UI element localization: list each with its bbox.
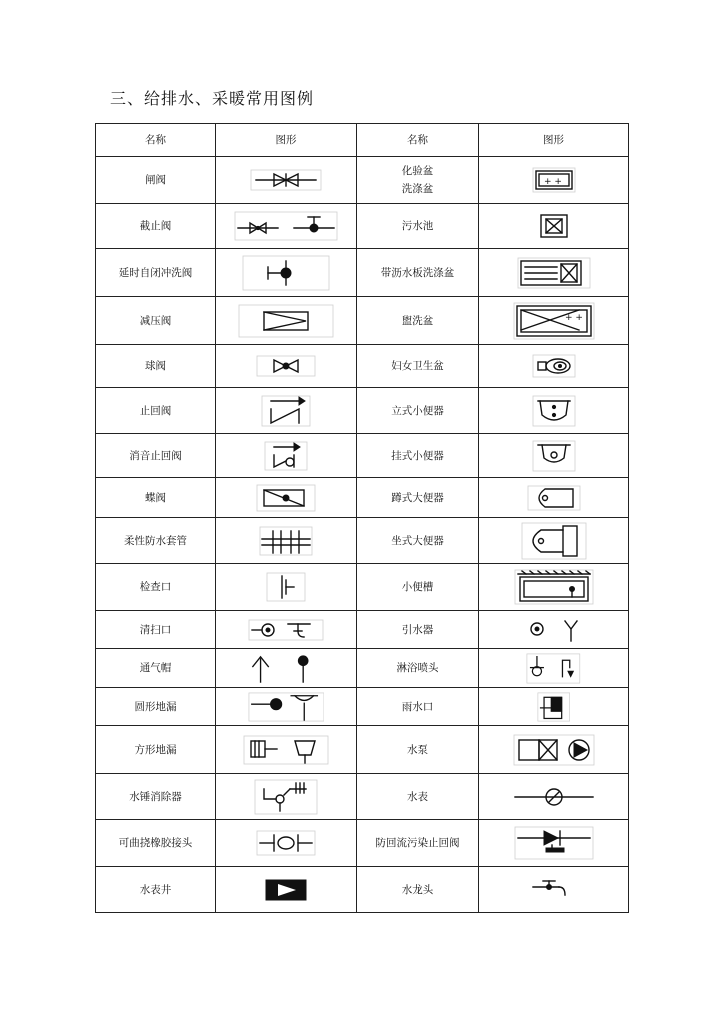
symbol-name <box>357 774 479 820</box>
ball-valve-icon <box>216 345 357 388</box>
symbol-name: 消音止回阀 <box>96 434 216 478</box>
symbol-name <box>357 478 479 518</box>
symbol-name-line: 水泵 <box>407 743 428 756</box>
table-row <box>96 434 629 478</box>
symbol-name <box>357 249 479 297</box>
water-diverter-icon <box>479 611 629 649</box>
symbol-name <box>357 564 479 611</box>
symbol-name <box>357 204 479 249</box>
symbol-name-line: 坐式大便器 <box>391 534 444 547</box>
symbol-name <box>357 867 479 913</box>
water-pump-icon <box>479 726 629 774</box>
washbasin-trough-icon <box>479 297 629 345</box>
header-figure-right: 图形 <box>479 124 629 157</box>
symbol-name: 截止阀 <box>96 204 216 249</box>
cleanout-icon <box>216 611 357 649</box>
symbol-name: 延时自闭冲洗阀 <box>96 249 216 297</box>
symbol-name <box>357 649 479 688</box>
symbol-name-line: 立式小便器 <box>391 404 444 417</box>
table-row <box>96 297 629 345</box>
header-name-left: 名称 <box>96 124 216 157</box>
symbol-name: 球阀 <box>96 345 216 388</box>
silent-check-valve-icon <box>216 434 357 478</box>
table-row <box>96 157 629 204</box>
symbol-name <box>357 388 479 434</box>
faucet-icon <box>479 867 629 913</box>
table-row <box>96 249 629 297</box>
squat-toilet-icon <box>479 478 629 518</box>
urinal-trough-icon <box>479 564 629 611</box>
table-row <box>96 345 629 388</box>
symbol-name: 清扫口 <box>96 611 216 649</box>
table-row <box>96 611 629 649</box>
check-valve-icon <box>216 388 357 434</box>
symbol-name-line: 引水器 <box>401 623 434 636</box>
sink-with-drainboard-icon <box>479 249 629 297</box>
symbol-name: 方形地漏 <box>96 726 216 774</box>
vent-cap-icon <box>216 649 357 688</box>
symbol-name <box>357 345 479 388</box>
symbol-name: 通气帽 <box>96 649 216 688</box>
symbol-name: 水锤消除器 <box>96 774 216 820</box>
table-row <box>96 688 629 726</box>
shower-head-icon <box>479 649 629 688</box>
symbol-name-line: 化验盆 <box>401 165 434 177</box>
pressure-reducing-valve-icon <box>216 297 357 345</box>
wall-urinal-icon <box>479 434 629 478</box>
symbol-name <box>357 518 479 564</box>
symbol-name <box>357 297 479 345</box>
symbol-name-line: 水表 <box>407 790 428 803</box>
delay-flush-valve-icon <box>216 249 357 297</box>
header-figure-left: 图形 <box>216 124 357 157</box>
table-row <box>96 518 629 564</box>
page-title: 三、给排水、采暖常用图例 <box>110 89 315 108</box>
table-row <box>96 204 629 249</box>
round-floor-drain-icon <box>216 688 357 726</box>
table-row <box>96 388 629 434</box>
symbol-name: 闸阀 <box>96 157 216 204</box>
symbol-name: 水表井 <box>96 867 216 913</box>
water-hammer-arrester-icon <box>216 774 357 820</box>
table-row <box>96 726 629 774</box>
water-meter-icon <box>479 774 629 820</box>
symbol-name-line: 洗涤盆 <box>401 183 434 195</box>
standing-urinal-icon <box>479 388 629 434</box>
table-row <box>96 478 629 518</box>
table-row <box>96 649 629 688</box>
gate-valve-icon <box>216 157 357 204</box>
symbol-name-line: 盥洗盆 <box>401 314 434 327</box>
symbol-name <box>357 726 479 774</box>
symbol-name-line: 小便槽 <box>401 581 434 593</box>
legend-table <box>95 123 629 913</box>
square-floor-drain-icon <box>216 726 357 774</box>
sewage-basin-icon <box>479 204 629 249</box>
rainwater-inlet-icon <box>479 688 629 726</box>
symbol-name: 减压阀 <box>96 297 216 345</box>
table-row <box>96 774 629 820</box>
symbol-name <box>357 157 479 204</box>
table-row <box>96 820 629 867</box>
table-row <box>96 867 629 913</box>
symbol-name: 柔性防水套管 <box>96 518 216 564</box>
globe-valve-icon <box>216 204 357 249</box>
symbol-name <box>357 434 479 478</box>
symbol-name: 止回阀 <box>96 388 216 434</box>
flexible-waterproof-sleeve-icon <box>216 518 357 564</box>
lab-sink-icon <box>479 157 629 204</box>
sitting-toilet-icon <box>479 518 629 564</box>
header-row <box>96 124 629 157</box>
symbol-name-line: 蹲式大便器 <box>391 491 444 504</box>
symbol-name-line: 带沥水板洗涤盆 <box>380 266 455 279</box>
svg-text:+ +: + + <box>564 312 583 323</box>
butterfly-valve-icon <box>216 478 357 518</box>
symbol-name-line: 挂式小便器 <box>391 449 444 462</box>
inspection-port-icon <box>216 564 357 611</box>
symbol-name <box>357 688 479 726</box>
flexible-rubber-joint-icon <box>216 820 357 867</box>
symbol-name: 蝶阀 <box>96 478 216 518</box>
symbol-name <box>357 820 479 867</box>
symbol-name: 检查口 <box>96 564 216 611</box>
table-row <box>96 564 629 611</box>
backflow-preventer-icon <box>479 820 629 867</box>
symbol-name-line: 雨水口 <box>401 700 434 713</box>
header-name-right: 名称 <box>357 124 479 157</box>
water-meter-well-icon <box>216 867 357 913</box>
symbol-name-line: 污水池 <box>401 220 434 232</box>
symbol-name-line: 淋浴喷头 <box>396 662 439 674</box>
bidet-icon <box>479 345 629 388</box>
svg-text:+ +: + + <box>543 177 562 187</box>
symbol-name: 可曲挠橡胶接头 <box>96 820 216 867</box>
symbol-name-line: 水龙头 <box>401 883 434 896</box>
symbol-name-line: 防回流污染止回阀 <box>375 837 460 849</box>
symbol-name-line: 妇女卫生盆 <box>391 360 444 372</box>
symbol-name: 圆形地漏 <box>96 688 216 726</box>
symbol-name <box>357 611 479 649</box>
